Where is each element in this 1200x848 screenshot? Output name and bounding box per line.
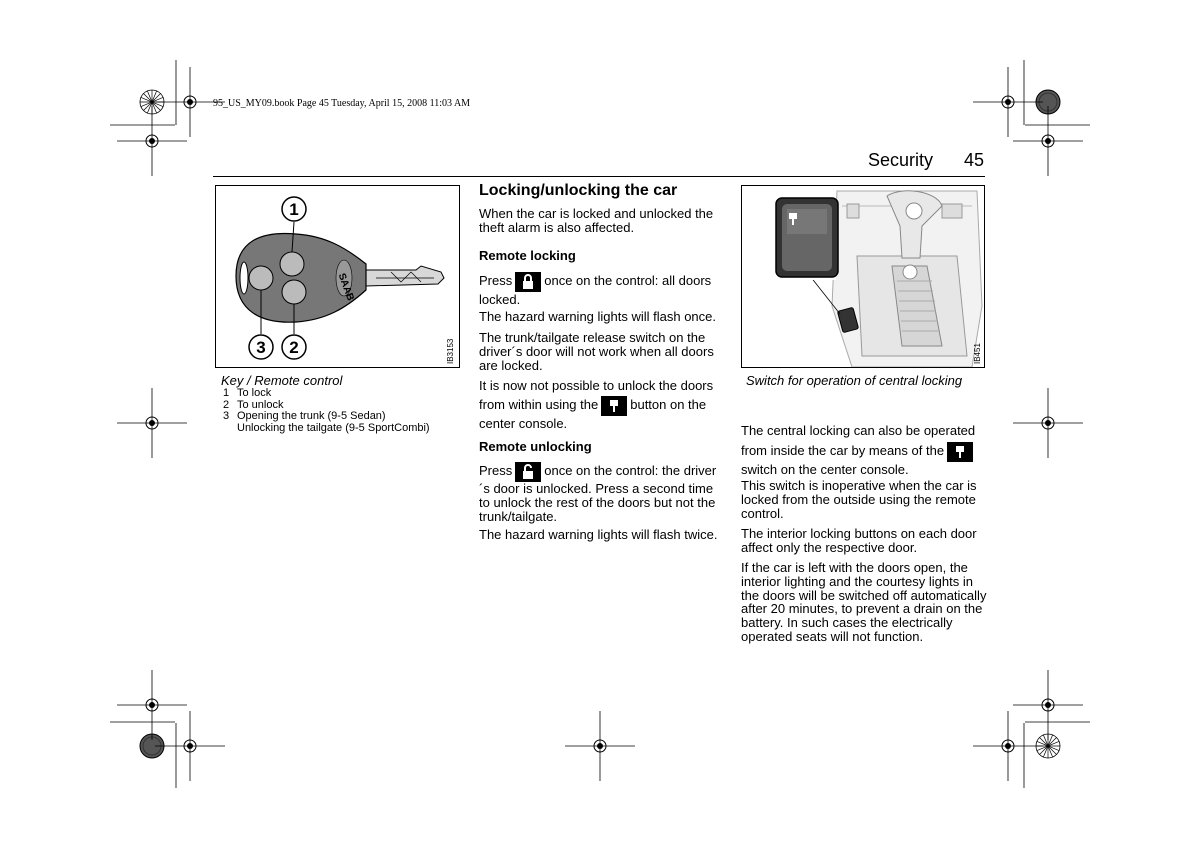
legend-item: 3 Opening the trunk (9-5 Sedan) xyxy=(223,410,386,422)
from-within-paragraph: from within using the button on the center console. xyxy=(479,397,707,431)
callout-1-label: 1 xyxy=(289,200,299,219)
legend-item: Unlocking the tailgate (9-5 SportCombi) xyxy=(237,421,430,434)
key-legend xyxy=(223,388,430,434)
print-header: 95_US_MY09.book Page 45 Tuesday, April 15, 2008 11:03 AM xyxy=(213,98,471,109)
key-caption: Key / Remote control xyxy=(221,373,343,388)
console-illustration xyxy=(742,186,984,367)
intro-paragraph: When the car is locked and unlocked the theft alarm is also affected. xyxy=(479,206,714,235)
legend-item: 1 To lock xyxy=(223,387,272,399)
running-title: Security xyxy=(868,150,934,170)
press-lock-paragraph: Press once on the control: all doors locked. xyxy=(479,273,712,307)
inoperative-paragraph: This switch is inoperative when the car is locked from the outside using the remote control. xyxy=(741,478,977,521)
key-figure xyxy=(215,185,460,368)
press-unlock-paragraph: Press once on the control: the driver´s door is unlocked. Press a second time to unlock the rest of the doors but not the trunk/tailgate. xyxy=(479,463,717,524)
callout-2-label: 2 xyxy=(289,338,299,357)
remote-locking-heading: Remote locking xyxy=(479,248,576,263)
callout-3-label: 3 xyxy=(256,338,266,357)
center-console-button-icon xyxy=(601,396,627,416)
key-illustration xyxy=(216,186,459,367)
interior-buttons-paragraph: The interior locking buttons on each door affect only the respective door. xyxy=(741,526,977,555)
doors-open-paragraph: If the car is left with the doors open, the interior lighting and the courtesy lights in the doors will be switched off automatically after 20 minutes, to prevent a drain on the battery. In such cases the electrically operated seats will not function. xyxy=(741,560,987,644)
header-rule xyxy=(213,176,985,177)
lock-button-icon xyxy=(515,272,541,292)
unlock-button-icon xyxy=(515,462,541,482)
console-caption: Switch for operation of central locking xyxy=(746,373,963,388)
hazard-once: The hazard warning lights will flash once. xyxy=(479,309,717,324)
figure-id-right: IB451 xyxy=(973,343,982,364)
remote-unlocking-heading: Remote unlocking xyxy=(479,439,592,454)
page-number: 45 xyxy=(964,150,985,170)
console-switch-icon xyxy=(947,442,973,462)
trunk-note: The trunk/tailgate release switch on the driver´s door will not work when all doors are locked. xyxy=(479,330,714,373)
legend-item: 2 To unlock xyxy=(223,398,284,411)
from-inside-paragraph: from inside the car by means of theswitch on the center console. xyxy=(741,442,985,477)
figure-id-left: IB3153 xyxy=(446,338,455,364)
central-locking-paragraph: The central locking can also be operated xyxy=(741,423,976,438)
hazard-twice: The hazard warning lights will flash twice. xyxy=(479,527,718,542)
brand-mark: SAAB xyxy=(335,271,356,303)
not-possible: It is now not possible to unlock the doors xyxy=(479,378,714,393)
console-figure xyxy=(741,185,985,368)
section-heading: Locking/unlocking the car xyxy=(479,182,678,199)
